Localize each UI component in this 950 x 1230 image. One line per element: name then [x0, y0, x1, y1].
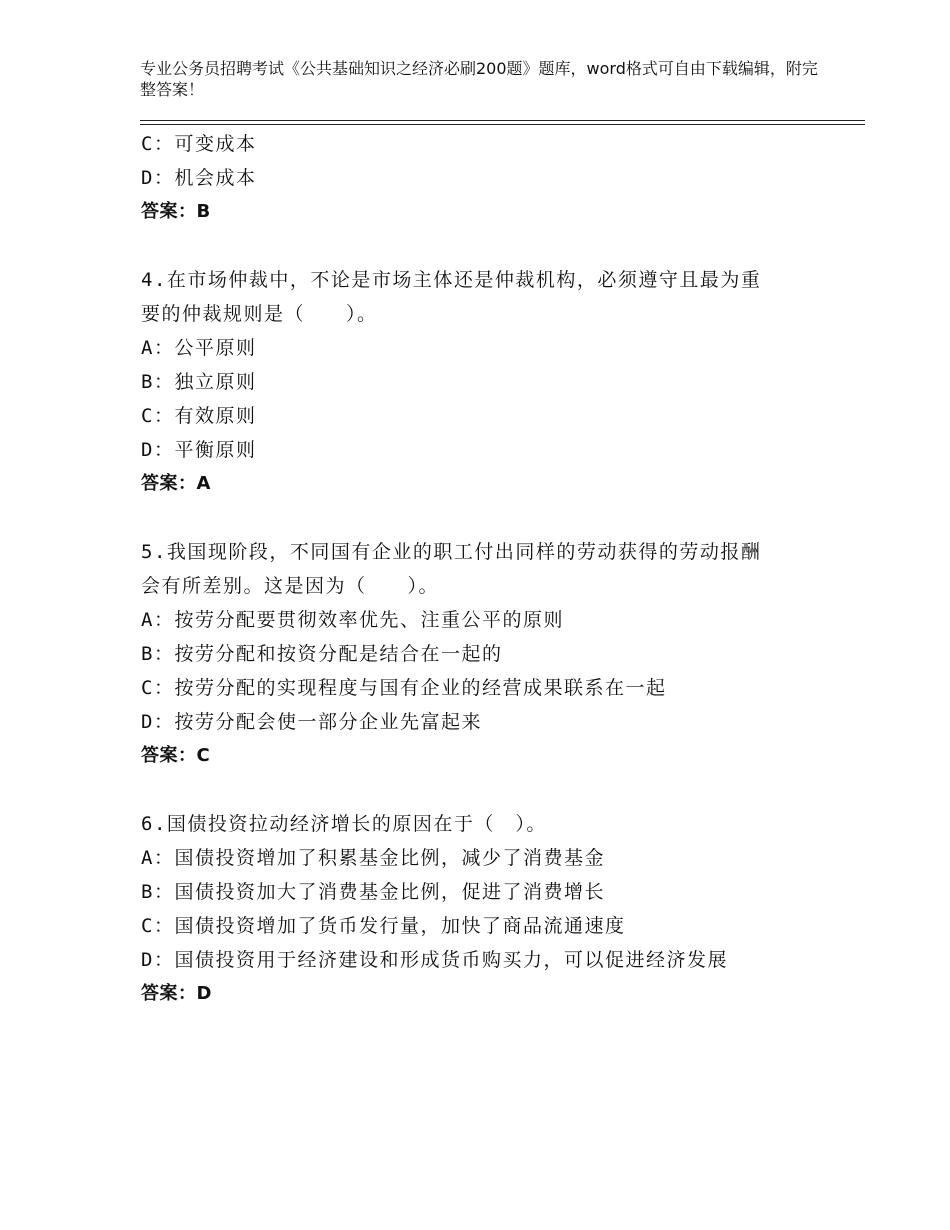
question-5 [141, 535, 841, 773]
option-c: C：国债投资增加了货币发行量，加快了商品流通速度 [141, 915, 626, 937]
question-4 [141, 263, 841, 501]
spacer [141, 229, 841, 263]
question-3-tail [141, 127, 841, 229]
question-stem: 4.在市场仲裁中，不论是市场主体还是仲裁机构，必须遵守且最为重 [141, 269, 762, 291]
option-a: A：公平原则 [141, 337, 257, 359]
answer-line: 答案：B [141, 201, 211, 222]
question-stem: 会有所差别。这是因为（ ）。 [141, 575, 440, 597]
answer-line: 答案：C [141, 745, 211, 766]
option-b: B：按劳分配和按资分配是结合在一起的 [141, 643, 503, 665]
question-stem: 要的仲裁规则是（ ）。 [141, 303, 378, 325]
spacer [141, 773, 841, 807]
answer-line: 答案：A [141, 473, 211, 494]
option-d: D：国债投资用于经济建设和形成货币购买力，可以促进经济发展 [141, 949, 728, 971]
question-6 [141, 807, 841, 1011]
option-c: C：可变成本 [141, 133, 257, 155]
option-d: D：平衡原则 [141, 439, 257, 461]
header-rule-bottom [140, 124, 865, 125]
option-d: D：机会成本 [141, 167, 257, 189]
option-c: C：有效原则 [141, 405, 257, 427]
option-a: A：国债投资增加了积累基金比例，减少了消费基金 [141, 847, 605, 869]
header-rule-top [140, 120, 865, 121]
option-d: D：按劳分配会使一部分企业先富起来 [141, 711, 482, 733]
document-body [141, 127, 841, 1011]
spacer [141, 501, 841, 535]
option-c: C：按劳分配的实现程度与国有企业的经营成果联系在一起 [141, 677, 667, 699]
answer-line: 答案：D [141, 983, 212, 1004]
question-stem: 5.我国现阶段，不同国有企业的职工付出同样的劳动获得的劳动报酬 [141, 541, 762, 563]
document-header: 专业公务员招聘考试《公共基础知识之经济必刷200题》题库，word格式可自由下载编辑，附完整答案！ [140, 59, 818, 99]
question-stem: 6.国债投资拉动经济增长的原因在于（ ）。 [141, 813, 547, 835]
option-b: B：独立原则 [141, 371, 257, 393]
option-a: A：按劳分配要贯彻效率优先、注重公平的原则 [141, 609, 564, 631]
option-b: B：国债投资加大了消费基金比例，促进了消费增长 [141, 881, 605, 903]
